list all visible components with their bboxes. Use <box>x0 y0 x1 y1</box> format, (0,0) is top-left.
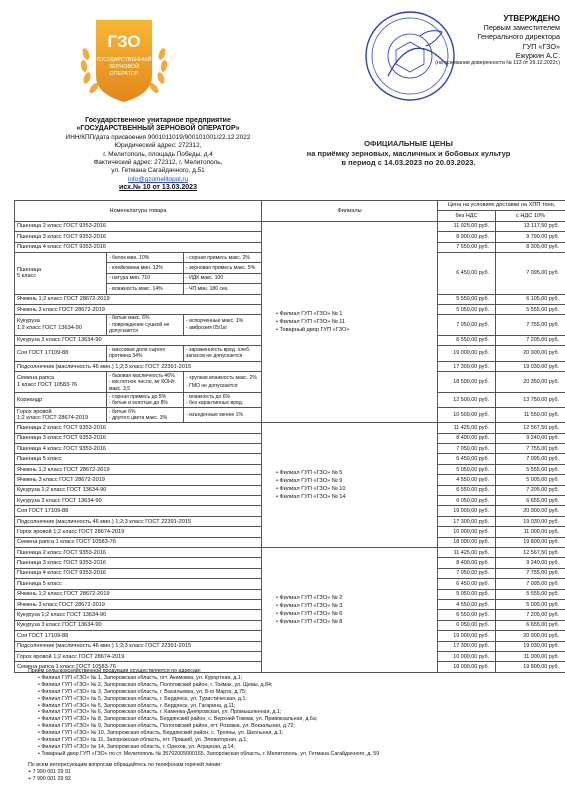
product-name: Подсолнечник (масличность 46 мин.) 1;2;3 класс ГОСТ 22391-2015 <box>15 516 262 526</box>
header-nomenclature: Номенклатура товара <box>15 201 262 222</box>
price-with-vat: 11 000,00 руб. <box>496 527 565 537</box>
product-name: Соя ГОСТ 17109-88 <box>15 345 107 361</box>
price-no-vat: 6 550,00 руб. <box>438 610 496 620</box>
spec-line: - битые и колотые до 8% <box>109 400 168 407</box>
quality-spec: - влажность макс. 14% <box>107 284 184 294</box>
price-with-vat: 7 095,00 руб. <box>496 454 565 464</box>
spec-line: - без карантинных вред. <box>186 400 244 407</box>
price-no-vat: 7 550,00 руб. <box>438 242 496 252</box>
product-name: Соя ГОСТ 17109-88 <box>15 631 262 641</box>
address-item: • Филиал ГУП «ГЗО» № 8, Запорожская область, Бердянский район, с. Верхний Токмак, ул. Привокзальная, д.6а; <box>38 716 318 723</box>
product-name: Ячмень 1;2 класс ГОСТ 28672-2019 <box>15 589 262 599</box>
spec-line: - зараженность вред. хлеб. <box>186 347 251 353</box>
price-no-vat: 11 425,00 руб. <box>438 423 496 433</box>
company-logo <box>78 14 170 106</box>
branches-cell-g2 <box>262 423 438 548</box>
price-no-vat: 11 425,00 руб. <box>438 547 496 557</box>
price-no-vat: 6 450,00 руб. <box>438 252 496 294</box>
product-name: Горох яровой 1;2 класс ГОСТ 28674-2019 <box>15 527 262 537</box>
price-no-vat: 11 925,00 руб. <box>438 221 496 231</box>
address-item: • Филиал ГУП «ГЗО» № 2, Запорожская область, Пологовский район, г. Токмак, ул. Щевы, д.84; <box>38 681 273 688</box>
quality-spec <box>107 408 184 423</box>
branch-item: • Филиал ГУП «ГЗО» № 3 <box>276 602 343 609</box>
price-no-vat: 12 500,00 руб. <box>438 393 496 408</box>
product-name: Подсолнечник (масличность 46 мин.) 1;2;3 класс ГОСТ 22391-2015 <box>15 361 262 371</box>
table-row <box>15 423 565 433</box>
price-with-vat: 19 800,00 руб. <box>496 537 565 547</box>
price-no-vat: 7 050,00 руб. <box>438 315 496 335</box>
org-name: «ГОСУДАРСТВЕННЫЙ ЗЕРНОВОЙ ОПЕРАТОР» <box>76 125 240 133</box>
logo-sub-3: ОПЕРАТОР <box>109 71 139 77</box>
product-class: 5 класс <box>17 273 37 280</box>
product-name: Подсолнечник (масличность 46 мин.) 1;2;3 класс ГОСТ 22391-2015 <box>15 641 262 651</box>
product-name: Пшеница 4 класс ГОСТ 9353-2016 <box>15 242 262 252</box>
org-inn: ИНН/КПП/дата присвоения 9001011019/900101001/22.12.2022 <box>65 133 251 141</box>
price-with-vat: 7 755,00 руб. <box>496 315 565 335</box>
product-name-line: Кукуруза <box>17 317 40 324</box>
header-no-vat: без НДС <box>438 211 496 221</box>
price-with-vat: 7 205,00 руб. <box>496 335 565 345</box>
price-group-2 <box>15 423 565 548</box>
address-item: • Филиал ГУП «ГЗО» № 3, Запорожская область, г. Васильевка, ул. 8-го Марта, д.75; <box>38 688 247 695</box>
product-name <box>15 408 107 423</box>
product-name: Кукуруза 1;2 класс ГОСТ 13634-90 <box>15 485 262 495</box>
price-no-vat: 5 050,00 руб. <box>438 464 496 474</box>
price-with-vat: 6 655,00 руб. <box>496 496 565 506</box>
spec-line: - другого цвета макс. 3% <box>109 415 168 422</box>
approval-line-3: ГУП «ГЗО» <box>522 41 560 51</box>
product-name: Ячмень 3 класс ГОСТ 28672-2019 <box>15 599 262 609</box>
heading-period: в период с 14.03.2023 по 20.03.2023. <box>341 158 476 167</box>
price-with-vat: 5 555,00 руб. <box>496 304 565 314</box>
quality-spec <box>107 393 184 408</box>
price-no-vat: 6 450,00 руб. <box>438 579 496 589</box>
price-no-vat: 17 300,00 руб. <box>438 641 496 651</box>
document-heading <box>296 139 521 168</box>
price-with-vat: 9 240,00 руб. <box>496 433 565 443</box>
product-name: Ячмень 1;2 класс ГОСТ 28672-2019 <box>15 464 262 474</box>
approval-block <box>420 14 560 67</box>
product-name: Кукуруза 3 класс ГОСТ 13634-90 <box>15 335 262 345</box>
address-item: • Филиал ГУП «ГЗО» № 6, Запорожская область, г. Каменка-Днепровская, ул. Промышленная, д.1; <box>38 709 282 716</box>
price-with-vat: 7 755,00 руб. <box>496 444 565 454</box>
price-with-vat: 12 567,50 руб. <box>496 547 565 557</box>
quality-spec <box>184 372 262 393</box>
price-with-vat: 19 030,00 руб. <box>496 641 565 651</box>
price-with-vat: 5 005,00 руб. <box>496 599 565 609</box>
product-name: Соя ГОСТ 17109-88 <box>15 506 262 516</box>
price-with-vat: 7 095,00 руб. <box>496 579 565 589</box>
org-actual-address-1: Фактический адрес: 272312, г. Мелитополь, <box>93 159 223 167</box>
price-no-vat: 6 450,00 руб. <box>438 454 496 464</box>
price-no-vat: 6 550,00 руб. <box>438 485 496 495</box>
price-no-vat: 4 550,00 руб. <box>438 599 496 609</box>
price-with-vat: 7 205,00 руб. <box>496 610 565 620</box>
product-standard: 1 класс ГОСТ 10583-76 <box>17 382 78 389</box>
branch-item: • Товарный двор ГУП «ГЗО» <box>276 327 350 334</box>
table-row <box>15 221 565 231</box>
price-with-vat: 19 030,00 руб. <box>496 516 565 526</box>
price-with-vat: 7 205,00 руб. <box>496 485 565 495</box>
quality-spec: - натура мин. 710 <box>107 273 184 283</box>
branches-cell-g3 <box>262 547 438 672</box>
price-no-vat: 18 000,00 руб. <box>438 662 496 672</box>
approval-line-4: Ежуркин А.С. <box>515 50 560 60</box>
price-with-vat: 5 555,00 руб. <box>496 589 565 599</box>
product-name <box>15 252 107 294</box>
spec-line: - амброзия 05/1кг <box>186 324 228 331</box>
spec-line: - повреждение сушкой не <box>109 321 170 328</box>
price-with-vat: 6 105,00 руб. <box>496 294 565 304</box>
address-item: • Филиал ГУП «ГЗО» № 1, Запорожская область, пгт. Акимовка, ул. Курортная, д.1; <box>38 674 243 681</box>
quality-spec <box>184 345 262 361</box>
hotline-phone-1[interactable]: + 7 990 001 29 91 <box>28 768 71 775</box>
product-name: Пшеница 5 класс <box>15 454 262 464</box>
price-no-vat: 18 500,00 руб. <box>438 372 496 393</box>
spec-line: запасов не допускается <box>186 353 243 360</box>
address-item: • Филиал ГУП «ГЗО» № 5, Запорожская область, г. Бердянск, ул. Гагарина, д.11; <box>38 702 236 709</box>
spec-line: - сорная примесь до 5% <box>109 393 167 400</box>
quality-spec: - ЧП мин. 180 сек. <box>184 284 262 294</box>
product-name: Пшеница 4 класс ГОСТ 9353-2016 <box>15 444 262 454</box>
quality-spec <box>184 315 262 335</box>
branch-item: • Филиал ГУП «ГЗО» № 2 <box>276 594 343 601</box>
heading-subtitle: на приёмку зерновых, масличных и бобовых культур <box>306 148 511 158</box>
branch-item: • Филиал ГУП «ГЗО» № 8 <box>276 618 343 625</box>
price-no-vat: 6 550,00 руб. <box>438 335 496 345</box>
branch-item: • Филиал ГУП «ГЗО» № 5 <box>276 470 343 477</box>
quality-spec: - белок мин. 10% <box>107 252 184 262</box>
product-name: Семена рапса 1 класс ГОСТ 10583-76 <box>15 662 262 672</box>
spec-line: допускается <box>109 328 139 335</box>
price-no-vat: 6 050,00 руб. <box>438 496 496 506</box>
product-name-line: Горох яровой <box>17 408 52 415</box>
quality-spec: - изъеденные менее 1% <box>184 408 262 423</box>
price-no-vat: 19 000,00 руб. <box>438 631 496 641</box>
spec-line: - влажность до 6% <box>186 393 231 400</box>
price-no-vat: 19 000,00 руб. <box>438 506 496 516</box>
quality-spec: - ИДК макс. 100 <box>184 273 262 283</box>
price-with-vat: 7 095,00 руб. <box>496 252 565 294</box>
product-name: Пшеница 3 класс ГОСТ 9353-2016 <box>15 232 262 242</box>
price-with-vat: 20 900,00 руб. <box>496 506 565 516</box>
branch-item: • Филиал ГУП «ГЗО» № 9 <box>276 478 343 485</box>
price-no-vat: 8 400,00 руб. <box>438 433 496 443</box>
price-with-vat: 11 550,00 руб. <box>496 408 565 423</box>
price-no-vat: 10 000,00 руб. <box>438 527 496 537</box>
spec-line: - хрупкая влажность макс. 2% <box>186 375 257 382</box>
price-no-vat: 10 500,00 руб. <box>438 408 496 423</box>
spec-line: - битые макс. 6% <box>109 315 150 322</box>
product-name: Пшеница 3 класс ГОСТ 9353-2016 <box>15 433 262 443</box>
approval-title: УТВЕРЖДЕНО <box>503 14 560 23</box>
address-item: • Товарный двор ГУП «ГЗО» по ст. Мелитополь № 35702005000165, Запорожская область, г. Мелитополь, ул. Гетмана Сагайдачного, д. 59 <box>38 750 380 757</box>
approval-line-1: Первым заместителем <box>483 23 560 33</box>
product-name: Ячмень 3 класс ГОСТ 28672-2019 <box>15 475 262 485</box>
product-name: Горох яровой 1;2 класс ГОСТ 28674-2019 <box>15 651 262 661</box>
product-name: Кориандр <box>15 393 107 408</box>
spec-line: - массовая доля сырого <box>109 347 166 353</box>
product-name: Кукуруза 3 класс ГОСТ 13634-90 <box>15 620 262 630</box>
product-name: Ячмень 1;2 класс ГОСТ 28672-2019 <box>15 294 262 304</box>
spec-line: макс. 3,5 <box>109 385 131 392</box>
price-with-vat: 19 030,00 руб. <box>496 361 565 371</box>
branch-item: • Филиал ГУП «ГЗО» № 11 <box>276 319 346 326</box>
price-no-vat: 18 000,00 руб. <box>438 537 496 547</box>
quality-spec <box>107 345 184 361</box>
price-no-vat: 5 050,00 руб. <box>438 589 496 599</box>
outgoing-ref: исх.№ 10 от 13.03.2023 <box>119 184 197 192</box>
address-item: • Филиал ГУП «ГЗО» № 10, Запорожская область, Бердянский район, с. Трояны, ул. Школьная, д.1; <box>38 730 284 737</box>
footer-contact-text: По всем интересующим вопросам обращайтесь по телефонам горячей линии: <box>28 761 222 768</box>
price-table <box>14 200 565 673</box>
price-no-vat: 8 900,00 руб. <box>438 232 496 242</box>
footer-addresses <box>28 668 558 783</box>
logo-sub-1: ГОСУДАРСТВЕННЫЙ <box>96 57 152 63</box>
hotline-phone-2[interactable]: + 7 990 001 29 92 <box>28 775 71 782</box>
spec-line: - испорченные макс. 1% <box>186 317 244 324</box>
address-item: • Филиал ГУП «ГЗО» № 9, Запорожская область, Пологовский район, пгт. Розовка, ул. Вокзальная, д.72; <box>38 723 295 730</box>
table-row <box>15 547 565 557</box>
price-with-vat: 9 240,00 руб. <box>496 558 565 568</box>
header-branches: Филиалы <box>262 201 438 222</box>
branch-item: • Филиал ГУП «ГЗО» № 14 <box>276 494 346 501</box>
price-no-vat: 7 050,00 руб. <box>438 568 496 578</box>
price-with-vat: 5 555,00 руб. <box>496 464 565 474</box>
product-name-line: Пшеница <box>17 267 42 274</box>
product-name: Ячмень 3 класс ГОСТ 28672-2019 <box>15 304 262 314</box>
price-with-vat: 5 005,00 руб. <box>496 475 565 485</box>
org-email-link[interactable]: info@gzomelitopol.ru <box>127 175 189 183</box>
logo-mark: ГЗО <box>107 32 141 51</box>
branch-item: • Филиал ГУП «ГЗО» № 1 <box>276 311 343 318</box>
org-legal-address-1: Юридический адрес: 272312, <box>114 142 202 150</box>
approval-power-of-attorney: (на основании доверенности № 113 от 29.12.2022г.) <box>435 60 560 67</box>
address-item: • Филиал ГУП «ГЗО» № 5, Запорожская область, г. Бердянск, ул. Туристическая, д.1; <box>38 695 247 702</box>
price-with-vat: 8 305,00 руб. <box>496 242 565 252</box>
price-no-vat: 4 550,00 руб. <box>438 475 496 485</box>
price-no-vat: 5 550,00 руб. <box>438 294 496 304</box>
product-standard: 1;2 класс ГОСТ 13634-90 <box>17 324 82 331</box>
spec-line: - ГМО не допускается <box>186 383 238 390</box>
address-list <box>28 675 558 758</box>
organization-details <box>58 117 258 193</box>
product-standard: 1;2 класс ГОСТ 28674-2019 <box>17 415 89 422</box>
quality-spec: - клейковина мин. 12% <box>107 263 184 273</box>
quality-spec <box>184 393 262 408</box>
approval-line-2: Генерального директора <box>477 32 560 42</box>
product-name: Пшеница 4 класс ГОСТ 9353-2016 <box>15 568 262 578</box>
spec-line: - битые 6% <box>109 408 136 415</box>
product-name-line: Семена рапса <box>17 375 55 382</box>
branch-item: • Филиал ГУП «ГЗО» № 10 <box>276 486 346 493</box>
product-name <box>15 315 107 335</box>
quality-spec <box>107 372 184 393</box>
spec-line: - кислотное число, мг КОН/г <box>109 379 176 386</box>
price-no-vat: 17 300,00 руб. <box>438 361 496 371</box>
quality-spec: - зерновая примесь макс. 5% <box>184 263 262 273</box>
price-no-vat: 7 050,00 руб. <box>438 444 496 454</box>
price-no-vat: 5 050,00 руб. <box>438 304 496 314</box>
price-with-vat: 20 350,00 руб. <box>496 372 565 393</box>
price-with-vat: 7 755,00 руб. <box>496 568 565 578</box>
spec-line: протеина 34% <box>109 353 143 360</box>
quality-spec <box>107 315 184 335</box>
price-with-vat: 13 750,00 руб. <box>496 393 565 408</box>
price-no-vat: 6 050,00 руб. <box>438 620 496 630</box>
spec-line: - базовая масличность 46% <box>109 372 175 379</box>
org-legal-address-2: г. Мелитополь, площадь Победы, д.4 <box>103 150 213 158</box>
org-type: Государственное унитарное предприятие <box>85 117 231 124</box>
price-with-vat: 9 790,00 руб. <box>496 232 565 242</box>
branch-item: • Филиал ГУП «ГЗО» № 6 <box>276 610 343 617</box>
product-name: Кукуруза 1;2 класс ГОСТ 13634-90 <box>15 610 262 620</box>
product-name: Пшеница 2 класс ГОСТ 9353-2016 <box>15 423 262 433</box>
header-price: Цена на условиях доставки на ХПП тонн, <box>438 201 565 211</box>
price-no-vat: 10 000,00 руб. <box>438 651 496 661</box>
org-actual-address-2: ул. Гетмана Сагайдачного, д.51 <box>111 167 205 175</box>
address-item: • Филиал ГУП «ГЗО» № 11, Запорожская область, пгт. Пришиб, ул. Элеваторная, д.1; <box>38 737 248 744</box>
price-group-3 <box>15 547 565 672</box>
price-with-vat: 11 000,00 руб. <box>496 651 565 661</box>
price-with-vat: 20 900,00 руб. <box>496 631 565 641</box>
price-no-vat: 19 000,00 руб. <box>438 345 496 361</box>
logo-sub-2: ЗЕРНОВОЙ <box>108 64 140 70</box>
product-name: Пшеница 2 класс ГОСТ 9353-2016 <box>15 547 262 557</box>
table-header-row <box>15 201 565 211</box>
price-no-vat: 17 300,00 руб. <box>438 516 496 526</box>
price-no-vat: 8 400,00 руб. <box>438 558 496 568</box>
address-item: • Филиал ГУП «ГЗО» № 14, Запорожская область, г. Орехов, ул. Аграрная, д.14; <box>38 743 235 750</box>
price-with-vat: 12 567,50 руб. <box>496 423 565 433</box>
product-name: Пшеница 5 класс <box>15 579 262 589</box>
product-name: Пшеница 3 класс ГОСТ 9353-2016 <box>15 558 262 568</box>
heading-title: ОФИЦИАЛЬНЫЕ ЦЕНЫ <box>364 139 453 148</box>
price-with-vat: 20 900,00 руб. <box>496 345 565 361</box>
price-with-vat: 6 655,00 руб. <box>496 620 565 630</box>
product-name: Пшеница 2 класс ГОСТ 9353-2016 <box>15 221 262 231</box>
product-name <box>15 372 107 393</box>
product-name: Кукуруза 3 класс ГОСТ 13634-90 <box>15 496 262 506</box>
quality-spec: - сорная примесь макс. 2% <box>184 252 262 262</box>
branches-cell-group-1 <box>262 221 438 423</box>
header-with-vat: с НДС 10% <box>496 211 565 221</box>
price-with-vat: 19 800,00 руб. <box>496 662 565 672</box>
price-with-vat: 13 117,50 руб. <box>496 221 565 231</box>
footer-intro: Приём сельскохозяйственной продукции осуществляется по адресам: <box>28 668 202 674</box>
product-name: Семена рапса 1 класс ГОСТ 10583-76 <box>15 537 262 547</box>
